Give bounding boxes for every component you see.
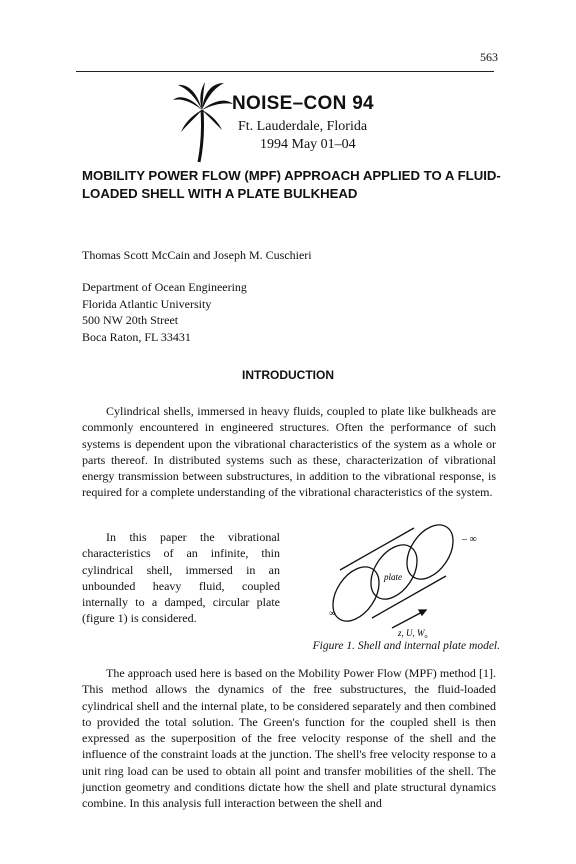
infinity-right-label: – ∞	[462, 534, 477, 545]
affiliation-line: Boca Raton, FL 33431	[82, 329, 191, 344]
figure-caption: Figure 1. Shell and internal plate model.	[312, 640, 500, 652]
header-rule	[76, 71, 494, 72]
paragraph: In this paper the vibrational characteristics of an infinite, thin cylindrical shell, immersed in an unbounded heavy fluid, coupled internally to a damped, circular plate (figure 1) is considered.	[82, 530, 280, 626]
paragraph: Cylindrical shells, immersed in heavy fluids, coupled to plate like bulkheads are commonly encountered in engineered structures. Often the performance of such systems is dependent upon the vibrational characteristics of the system as a whole or parts thereof. In distributed systems such as these, characterization of vibrational energy transmission between substructures, in addition to the vibrational response, is required for a complete understanding of the vibrational characteristics of the system.	[82, 404, 496, 500]
affiliation-line: Department of Ocean Engineering	[82, 280, 247, 294]
section-heading: INTRODUCTION	[242, 368, 334, 382]
paper-authors: Thomas Scott McCain and Joseph M. Cuschieri	[82, 248, 312, 262]
figure-shell-plate	[298, 522, 498, 640]
plate-label: plate	[384, 572, 402, 582]
conference-name: NOISE–CON 94	[232, 93, 374, 114]
conference-date: 1994 May 01–04	[260, 137, 356, 152]
axis-label: z, U, $W_o$	[398, 628, 428, 640]
cylinder-end-left	[323, 559, 388, 630]
affiliation-line: 500 NW 20th Street	[82, 313, 179, 327]
infinity-left-label: ∞	[329, 608, 336, 618]
paragraph: The approach used here is based on the Mobility Power Flow (MPF) method [1]. This method allows the dynamics of the free substructures, the fluid-loaded cylindrical shell and the internal plate, to be considered separately and then combined to provided the total solution. The Green's function for the coupled shell is then expressed as the superposition of the free velocity response of the shell and the influence of the constraint loads at the junction. The shell's free velocity response to a unit ring load can be used to obtain all point and transfer mobilities of the shell. The junction geometry and conditions dictate how the shell and plate structural dynamics combine. In this analysis full interaction between the shell and	[82, 666, 496, 811]
affiliation-line: Florida Atlantic University	[82, 296, 212, 311]
affiliation	[82, 279, 247, 345]
page-number: 563	[480, 50, 498, 64]
conference-location: Ft. Lauderdale, Florida	[238, 119, 368, 134]
paper-title: MOBILITY POWER FLOW (MPF) APPROACH APPLIED TO A FLUID-LOADED SHELL WITH A PLATE BULKHEAD	[82, 168, 501, 201]
palm-tree-icon	[172, 80, 234, 164]
